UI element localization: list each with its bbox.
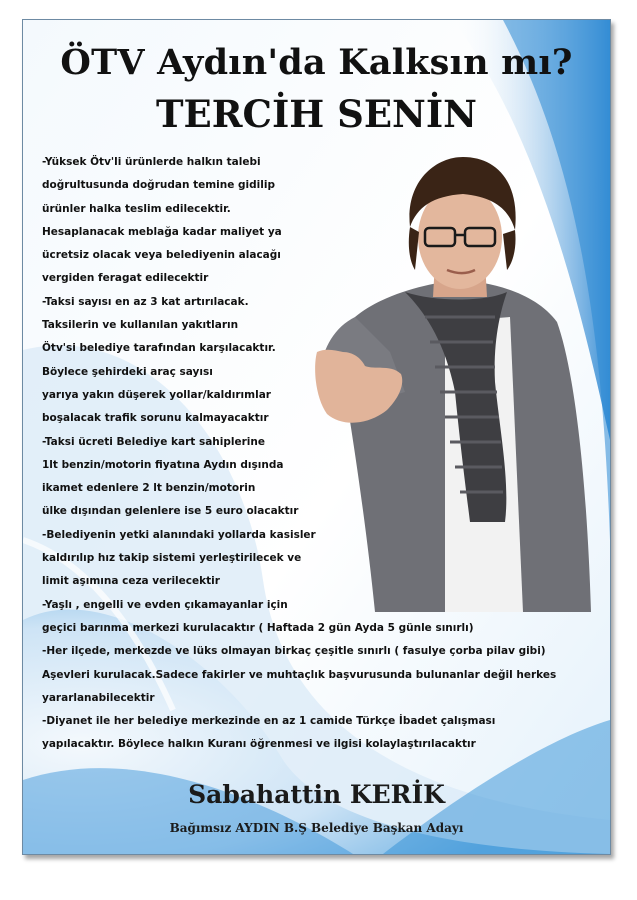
promise-line: boşalacak trafik sorunu kalmayacaktır: [42, 412, 269, 425]
promise-line: ücretsiz olacak veya belediyenin alacağı: [42, 249, 281, 262]
promise-line: limit aşımına ceza verilecektir: [42, 575, 220, 588]
promise-line: -Belediyenin yetki alanındaki yollarda kasisler: [42, 528, 316, 541]
promise-line: -Taksi ücreti Belediye kart sahiplerine: [42, 435, 265, 448]
promise-line: -Diyanet ile her belediye merkezinde en az 1 camide Türkçe İbadet çalışması: [42, 715, 496, 728]
promise-line: -Taksi sayısı en az 3 kat artırılacak.: [42, 295, 249, 308]
promise-line: Ötv'si belediye tarafından karşılacaktır.: [42, 342, 276, 355]
promise-line: Aşevleri kurulacak.Sadece fakirler ve muhtaçlık başvurusunda bulunanlar değil herkes: [42, 668, 557, 681]
promise-line: yarıya yakın düşerek yollar/kaldırımlar: [42, 388, 271, 401]
promise-line: geçici barınma merkezi kurulacaktır ( Haftada 2 gün Ayda 5 günle sınırlı): [42, 621, 474, 634]
promise-line: -Her ilçede, merkezde ve lüks olmayan birkaç çeşitle sınırlı ( fasulye çorba pilav gibi): [42, 645, 546, 658]
promise-line: -Yaşlı , engelli ve evden çıkamayanlar için: [42, 598, 288, 611]
promise-line: -Yüksek Ötv'li ürünlerde halkın talebi: [42, 156, 261, 168]
candidate-name: Sabahattin KERİK: [188, 780, 445, 809]
promise-line: 1lt benzin/motorin fiyatına Aydın dışında: [42, 458, 284, 471]
candidate-title: Bağımsız AYDIN B.Ş Belediye Başkan Adayı: [169, 821, 464, 835]
promise-line: ülke dışından gelenlere ise 5 euro olacaktır: [42, 505, 299, 518]
promise-line: vergiden feragat edilecektir: [42, 272, 209, 285]
promise-line: doğrultusunda doğrudan temine gidilip: [42, 179, 275, 192]
promise-line: Hesaplanacak meblağa kadar maliyet ya: [42, 225, 282, 238]
headline-question: ÖTV Aydın'da Kalksın mı?: [60, 42, 573, 83]
promise-line: ikamet edenlere 2 lt benzin/motorin: [42, 482, 256, 495]
promise-line: Taksilerin ve kullanılan yakıtların: [42, 319, 239, 332]
promise-line: yapılacaktır. Böylece halkın Kuranı öğrenmesi ve ilgisi kolaylaştırılacaktır: [42, 738, 476, 751]
promise-line: yararlanabilecektir: [42, 691, 155, 704]
promise-line: Böylece şehirdeki araç sayısı: [42, 365, 213, 378]
campaign-promises: [42, 151, 556, 757]
campaign-poster: [22, 19, 611, 855]
headline-tagline: TERCİH SENİN: [156, 92, 477, 136]
promise-line: kaldırılıp hız takip sistemi yerleştirilecek ve: [42, 552, 302, 565]
promise-line: ürünler halka teslim edilecektir.: [42, 202, 231, 215]
